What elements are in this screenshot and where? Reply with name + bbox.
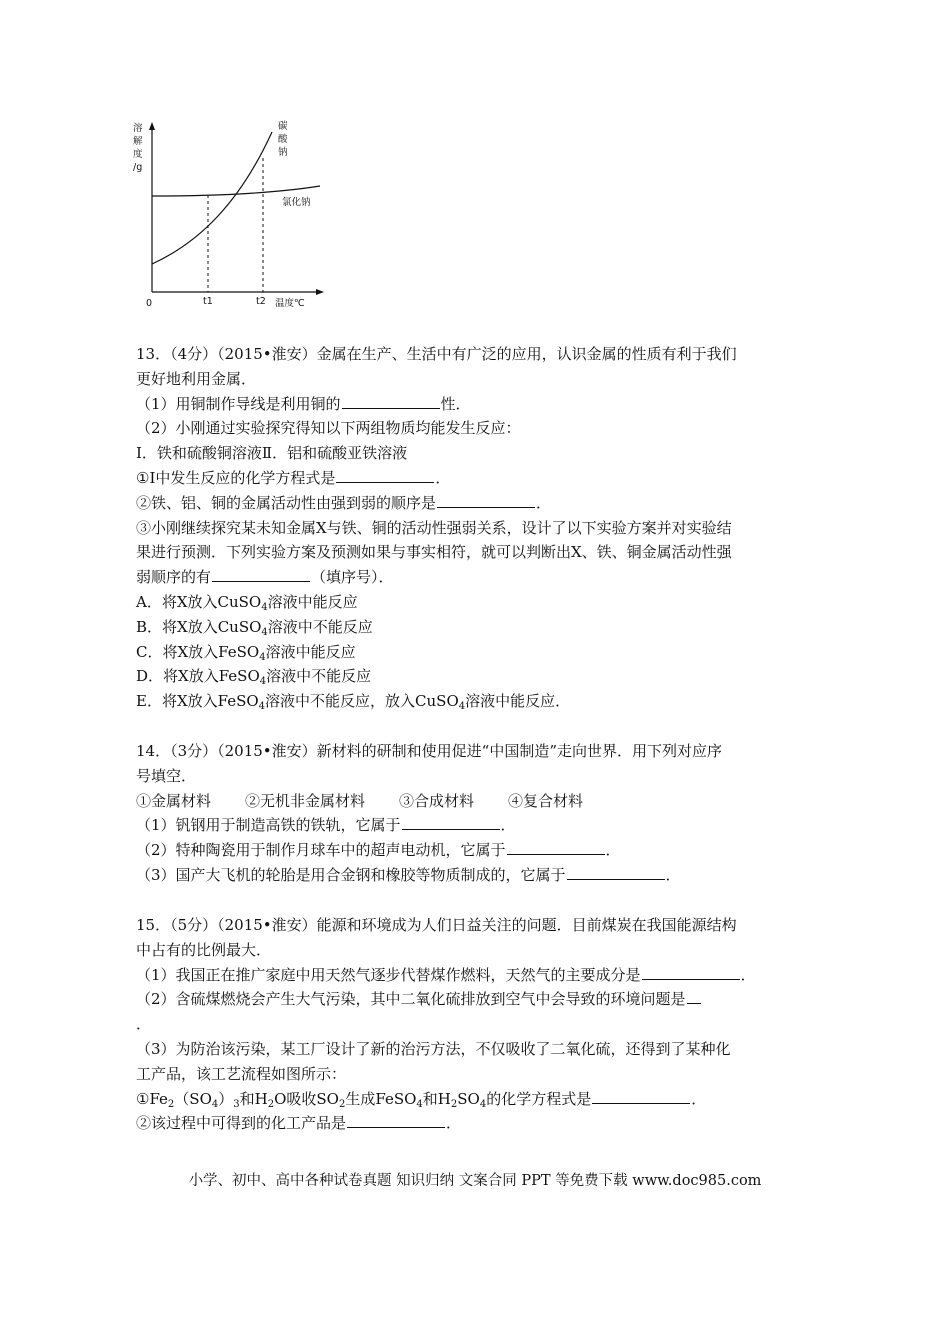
subscript: 4 — [259, 651, 266, 663]
question-15 — [136, 913, 820, 1136]
material-4: ④复合材料 — [508, 791, 584, 810]
series-label-na2co3-3: 钠 — [278, 147, 288, 158]
q15-sub2-text: ②该过程中可得到的化工产品是 — [136, 1114, 347, 1133]
q13-stem-line2: 更好地利用金属． — [136, 369, 257, 388]
q14-part3-end: ． — [665, 865, 681, 884]
option-d-text: D．将X放入FeSO — [136, 667, 260, 686]
series-line-na2co3 — [152, 132, 272, 264]
formula-text: 生成FeSO — [345, 1089, 417, 1108]
q14-part1-text: （1）钒钢用于制造高铁的铁轨，它属于 — [136, 816, 401, 835]
page-footer: 小学、初中、高中各种试卷真题 知识归纳 文案合同 PPT 等免费下载 www.doc985.com — [188, 1173, 762, 1189]
q14-part1-end: ． — [500, 816, 516, 835]
y-axis-label-1: 溶 — [133, 123, 143, 134]
q13-stem-line1: 13．（4分）（2015•淮安）金属在生产、生活中有广泛的应用，认识金属的性质有利于我们 — [136, 345, 737, 363]
q13-part2-groups: Ⅰ．铁和硫酸铜溶液Ⅱ．铝和硫酸亚铁溶液 — [136, 444, 408, 463]
q14-part2-text: （2）特种陶瓷用于制作月球车中的超声电动机，它属于 — [136, 841, 506, 860]
q14-stem-line1: 14．（3分）（2015•淮安）新材料的研制和使用促进“中国制造”走向世界．用下列对应序 — [136, 742, 722, 760]
q15-part3-line1: （3）为防治该污染，某工厂设计了新的治污方法，不仅吸收了二氧化硫，还得到了某种化 — [136, 1039, 731, 1058]
q14-material-list — [136, 789, 820, 814]
solubility-chart — [130, 112, 330, 312]
answer-blank[interactable] — [592, 1089, 690, 1104]
q13-part2: （2）小刚通过实验探究得知以下两组物质均能发生反应： — [136, 419, 521, 438]
x-axis-label: 温度℃ — [275, 298, 305, 309]
formula-text: 和H — [422, 1089, 451, 1108]
q13-part1-text: （1）用铜制作导线是利用铜的 — [136, 394, 341, 413]
q13-option-a — [136, 590, 820, 615]
origin-label: 0 — [146, 298, 153, 309]
subscript: 4 — [458, 701, 466, 713]
material-3: ③合成材料 — [399, 791, 475, 810]
subscript: 4 — [258, 701, 266, 713]
formula-text: ） — [218, 1089, 234, 1108]
q13-sub3-line1: ③小刚继续探究某未知金属X与铁、铜的活动性强弱关系，设计了以下实验方案并对实验结 — [136, 518, 732, 537]
q15-part2 — [136, 987, 820, 1012]
q13-sub3-text: 弱顺序的有 — [136, 568, 212, 587]
material-2: ②无机非金属材料 — [245, 791, 366, 810]
series-label-na2co3-1: 碳 — [278, 121, 288, 132]
answer-blank[interactable] — [336, 468, 434, 483]
q15-stem-line1: 15．（5分）（2015•淮安）能源和环境成为人们日益关注的问题．目前煤炭在我国能源结构 — [136, 916, 737, 934]
q13-sub3-line3 — [136, 565, 820, 590]
subscript: 2 — [338, 1098, 346, 1110]
question-14 — [136, 739, 820, 888]
y-axis-label-4: /g — [133, 162, 143, 173]
q13-sub3-end: （填序号）． — [311, 568, 394, 587]
q15-part2-text: （2）含硫煤燃烧会产生大气污染，其中二氧化硫排放到空气中会导致的环境问题是 — [136, 990, 686, 1009]
q14-part3 — [136, 863, 820, 888]
subscript: 4 — [416, 1098, 423, 1110]
q15-part1-text: （1）我国正在推广家庭中用天然气逐步代替煤作燃料，天然气的主要成分是 — [136, 965, 641, 984]
subscript: 4 — [261, 601, 268, 613]
question-13 — [136, 342, 820, 714]
q13-sub1-text: ①Ⅰ中发生反应的化学方程式是 — [136, 468, 336, 487]
q15-sub1-end: ． — [691, 1089, 707, 1108]
option-c-text: C．将X放入FeSO — [136, 642, 260, 661]
option-e-text: E．将X放入FeSO — [136, 692, 259, 711]
formula-text: SO — [457, 1089, 480, 1108]
option-d-end: 溶液中不能反应 — [266, 667, 372, 686]
q15-part2-end: ． — [136, 1015, 152, 1034]
q15-part3-line2: 工产品，该工艺流程如图所示： — [136, 1064, 347, 1083]
q13-sub3-line2: 果进行预测．下列实验方案及预测如果与事实相符，就可以判断出X、铁、铜金属活动性强 — [136, 543, 732, 562]
q15-stem-line2: 中占有的比例最大． — [136, 940, 272, 959]
q13-option-d — [136, 664, 820, 689]
option-c-end: 溶液中能反应 — [265, 642, 356, 661]
q14-part3-text: （3）国产大飞机的轮胎是用合金钢和橡胶等物质制成的，它属于 — [136, 865, 566, 884]
formula-text: 和H — [239, 1089, 268, 1108]
y-axis-label-2: 解 — [133, 136, 143, 147]
option-b-end: 溶液中不能反应 — [267, 617, 373, 636]
answer-blank[interactable] — [402, 815, 500, 830]
q13-option-b — [136, 615, 820, 640]
q15-part1-end: ． — [740, 965, 756, 984]
formula-text: （SO — [174, 1089, 212, 1108]
subscript: 4 — [259, 676, 267, 688]
q13-sub2 — [136, 491, 820, 516]
q13-sub2-end: ． — [536, 493, 552, 512]
option-a-text: A．将X放入CuSO — [136, 592, 262, 611]
answer-blank[interactable] — [347, 1113, 445, 1128]
formula-text: ①Fe — [136, 1089, 168, 1108]
q14-stem-line2: 号填空． — [136, 766, 197, 785]
q13-sub2-text: ②铁、铝、铜的金属活动性由强到弱的顺序是 — [136, 493, 437, 512]
formula-text: O吸收SO — [274, 1089, 339, 1108]
option-e-mid: 溶液中不能反应，放入CuSO — [265, 692, 459, 711]
q13-sub1-end: ． — [435, 468, 451, 487]
answer-blank[interactable] — [567, 865, 665, 880]
q13-part1 — [136, 392, 820, 417]
q15-sub2-end: ． — [446, 1114, 462, 1133]
q15-sub1 — [136, 1087, 820, 1112]
x-axis-arrow — [316, 289, 324, 295]
option-a-end: 溶液中能反应 — [267, 592, 358, 611]
subscript: 4 — [261, 626, 268, 638]
formula-text: 的化学方程式是 — [486, 1089, 592, 1108]
q15-part1 — [136, 963, 820, 988]
q14-part2-end: ． — [605, 841, 621, 860]
x-tick-label-t2: t2 — [256, 296, 266, 307]
solubility-chart-svg — [130, 112, 330, 312]
option-b-text: B．将X放入CuSO — [136, 617, 262, 636]
subscript: 2 — [450, 1098, 458, 1110]
q13-part1-end: 性． — [440, 394, 471, 413]
answer-blank[interactable] — [212, 567, 310, 582]
q14-part2 — [136, 838, 820, 863]
answer-blank[interactable] — [687, 989, 701, 1004]
y-axis-label-3: 度 — [133, 149, 143, 160]
subscript: 2 — [167, 1098, 175, 1110]
subscript: 3 — [233, 1098, 240, 1110]
subscript: 4 — [479, 1098, 487, 1110]
q13-option-c — [136, 640, 820, 665]
answer-blank[interactable] — [342, 394, 440, 409]
series-label-na2co3-2: 酸 — [278, 134, 288, 145]
q15-sub2 — [136, 1111, 820, 1136]
answer-blank[interactable] — [437, 493, 535, 508]
q13-sub1 — [136, 466, 820, 491]
series-label-nacl: 氯化钠 — [282, 197, 311, 208]
subscript: 4 — [211, 1098, 219, 1110]
option-e-end: 溶液中能反应． — [465, 692, 571, 711]
answer-blank[interactable] — [642, 965, 740, 980]
material-1: ①金属材料 — [136, 791, 212, 810]
subscript: 2 — [267, 1098, 275, 1110]
x-tick-label-t1: t1 — [203, 296, 213, 307]
answer-blank[interactable] — [507, 840, 605, 855]
y-axis-arrow — [149, 122, 155, 130]
q13-option-e — [136, 689, 820, 714]
q14-part1 — [136, 813, 820, 838]
